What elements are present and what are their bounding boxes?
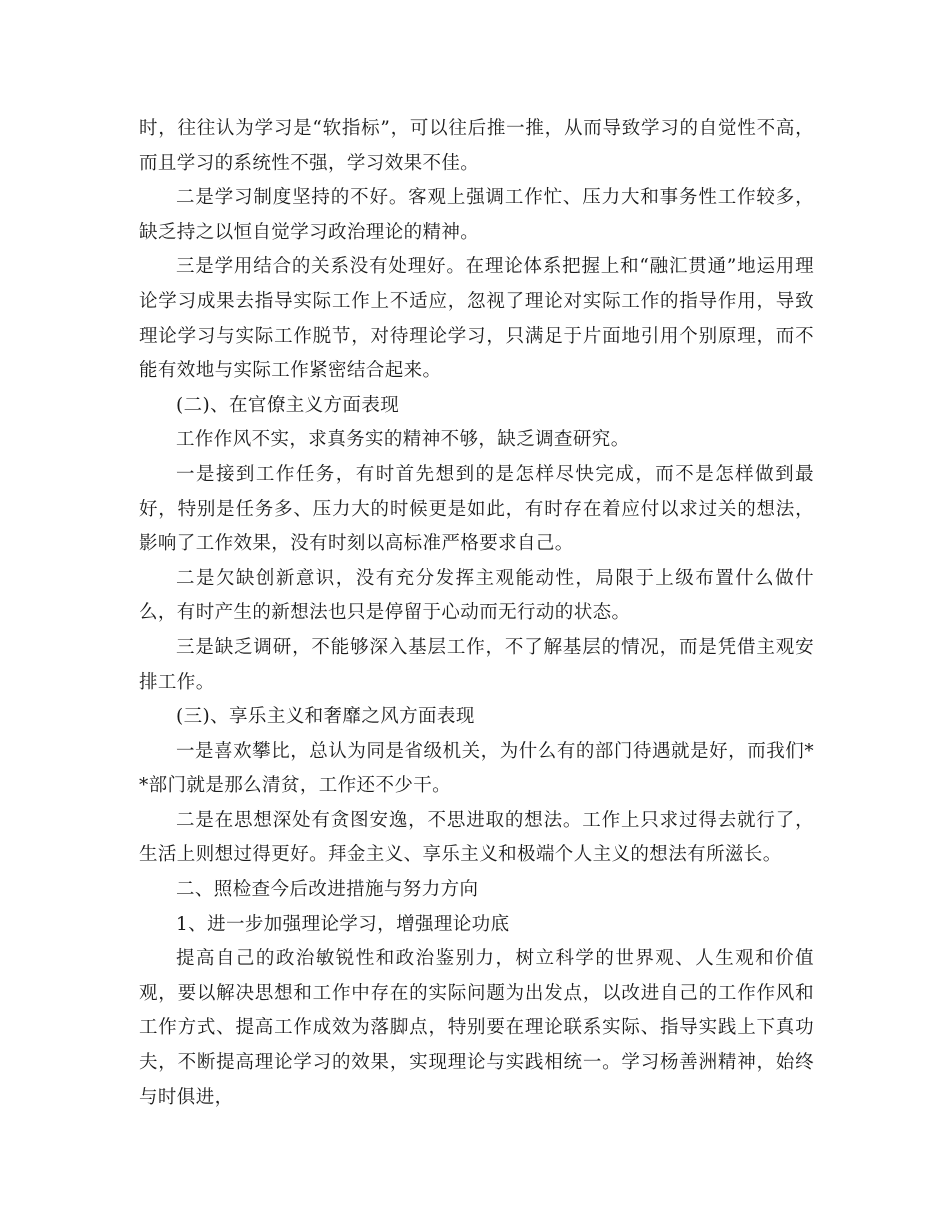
section-heading: (三)、享乐主义和奢靡之风方面表现: [176, 706, 475, 728]
paragraph: 三是缺乏调研，不能够深入基层工作，不了解基层的情况，而是凭借主观安排工作。: [139, 636, 814, 693]
paragraph: 二是欠缺创新意识，没有充分发挥主观能动性，局限于上级布置什么做什么，有时产生的新想法也只是停留于心动而无行动的状态。: [139, 567, 814, 624]
document-body: [139, 112, 814, 1115]
paragraph: 时，往往认为学习是“软指标”，可以往后推一推，从而导致学习的自觉性不高，而且学习的系统性不强，学习效果不佳。: [139, 118, 814, 174]
paragraph: 一是接到工作任务，有时首先想到的是怎样尽快完成，而不是怎样做到最好，特别是任务多、压力大的时候更是如此，有时存在着应付以求过关的想法，影响了工作效果，没有时刻以高标准严格要求自己。: [139, 463, 814, 555]
paragraph: 一是喜欢攀比，总认为同是省级机关，为什么有的部门待遇就是好，而我们**部门就是那么清贫，工作还不少干。: [139, 740, 814, 797]
section-heading: (二)、在官僚主义方面表现: [176, 394, 400, 416]
subsection-heading: 1、进一步加强理论学习，增强理论功底: [176, 913, 510, 935]
paragraph: 工作作风不实，求真务实的精神不够，缺乏调查研究。: [176, 429, 630, 451]
paragraph: 二是在思想深处有贪图安逸，不思进取的想法。工作上只求过得去就行了，生活上则想过得更好。拜金主义、享乐主义和极端个人主义的想法有所滋长。: [139, 809, 814, 866]
paragraph: 二是学习制度坚持的不好。客观上强调工作忙、压力大和事务性工作较多，缺乏持之以恒自觉学习政治理论的精神。: [139, 187, 814, 243]
paragraph: 三是学用结合的关系没有处理好。在理论体系把握上和“融汇贯通”地运用理论学习成果去指导实际工作上不适应，忽视了理论对实际工作的指导作用，导致理论学习与实际工作脱节，对待理论学习，只满足于片面地引用个别原理，而不能有效地与实际工作紧密结合起来。: [139, 256, 814, 382]
section-heading: 二、照检查今后改进措施与努力方向: [176, 879, 479, 901]
paragraph: 提高自己的政治敏锐性和政治鉴别力，树立科学的世界观、人生观和价值观，要以解决思想和工作中存在的实际问题为出发点，以改进自己的工作作风和工作方式、提高工作成效为落脚点，特别要在理论联系实际、指导实践上下真功夫，不断提高理论学习的效果，实现理论与实践相统一。学习杨善洲精神，始终与时俱进，: [139, 948, 814, 1108]
